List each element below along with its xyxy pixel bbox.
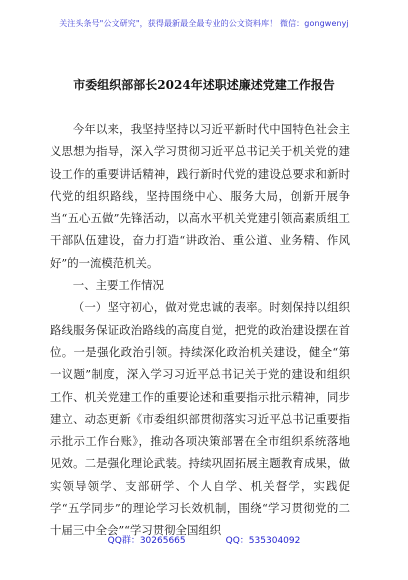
paragraph-section-one: （一）坚守初心，做对党忠诚的表率。时刻保持以组织路线服务保证政治路线的高度自觉，把党的政治建设摆在首位。一是强化政治引领。持续深化政治机关建设，健全“第一议题”制度，深入学习习近平总书记关于党的建设和组织工作、机关党建工作的重要论述和重要指示批示精神，同步建立、动态更新《市委组织部贯彻落实习近平总书记重要指示批示工作台账》，推动各项决策部署在全市组织系统落地见效。二是强化理论武装。持续巩固拓展主题教育成果，做实领导领学、支部研学、个人自学、机关督学，实践促学“五学同步”的理论学习长效机制，围绕“学习贯彻党的二十届三中全会”“学习贯彻全国组织 <box>50 300 350 538</box>
bottom-footer <box>0 533 408 546</box>
qq-group-text: QQ群：30265665 <box>107 536 186 546</box>
qq-contact-text: QQ：535304092 <box>225 536 301 546</box>
document-title: 市委组织部部长2024年述职述廉述党建工作报告 <box>73 78 335 92</box>
top-banner: 关注头条号"公文研究"，获得最新最全最专业的公文资料库！ 微信：gongwenyj <box>59 19 349 28</box>
document-body <box>50 118 350 542</box>
paragraph-intro: 今年以来，我坚持坚持以习近平新时代中国特色社会主义思想为指导，深入学习贯彻习近平总书记关于机关党的建设工作的重要讲话精神，践行新时代党的建设总要求和新时代党的组织路线，坚持围绕中心、服务大局，创新开展争当“五心五做”先锋活动，以高水平机关党建引领高素质组工干部队伍建设，奋力打造“讲政治、重公道、业务精、作风好”的一流模范机关。 <box>50 122 350 270</box>
section-heading: 一、主要工作情况 <box>72 278 164 293</box>
